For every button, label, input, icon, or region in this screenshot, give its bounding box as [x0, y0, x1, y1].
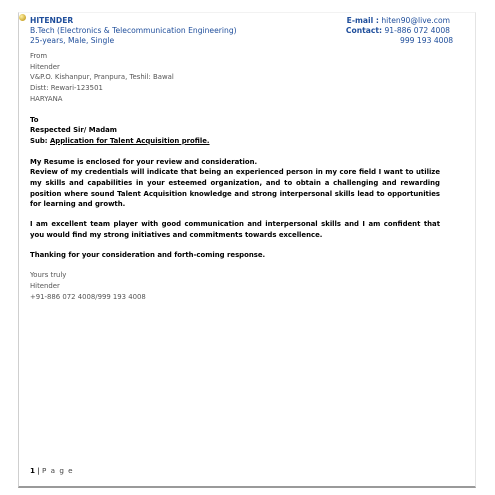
- page-separator: |: [37, 466, 40, 475]
- header-left: [30, 16, 237, 46]
- signer-phone: +91-886 072 4008/999 193 4008: [30, 292, 146, 301]
- header-right: [345, 16, 454, 46]
- phone-primary: 91-886 072 4008: [384, 26, 450, 35]
- subject-text: Application for Talent Acquisition profile.: [49, 136, 210, 145]
- from-label: From: [30, 52, 48, 60]
- applicant-name: HITENDER: [30, 16, 74, 25]
- sign-off: Yours truly: [30, 271, 67, 280]
- body-paragraph-2: Review of my credentials will indicate that being an experienced person in my core field I want to utilize my skills and capabilities in your esteemed organization, and to obtain a challenging and rewarding position where sound Talent Acquisition knowledge and strong interpersonal skills lead to opportunities for learning and growth.: [30, 168, 440, 209]
- from-block: [30, 51, 440, 105]
- applicant-degree: B.Tech (Electronics & Telecommunication Engineering): [30, 26, 237, 35]
- to-label: To: [30, 115, 39, 124]
- body-paragraph-3: I am excellent team player with good communication and interpersonal skills and I am confident that you would find my strong initiatives and commitments towards excellence.: [30, 220, 440, 239]
- letter-body: [30, 157, 440, 261]
- body-paragraph-4: Thanking for your consideration and forth-coming response.: [30, 250, 266, 259]
- subject-label: Sub:: [30, 136, 48, 145]
- email-label: E-mail :: [346, 16, 379, 25]
- signer-name: Hitender: [30, 281, 60, 290]
- from-line: Hitender: [30, 62, 60, 71]
- bullet-icon: [19, 14, 26, 21]
- resume-header: [30, 16, 454, 46]
- contact-label: Contact:: [345, 26, 383, 35]
- subject-line: [30, 136, 440, 147]
- to-block: [30, 115, 440, 147]
- page-number: 1: [30, 466, 36, 475]
- page-footer: [30, 466, 74, 475]
- email-row: [346, 16, 450, 26]
- applicant-personal: 25-years, Male, Single: [30, 36, 115, 45]
- contact-row-2: [346, 36, 454, 46]
- salutation: Respected Sir/ Madam: [30, 126, 117, 135]
- letter-content: [30, 51, 440, 302]
- contact-row: [346, 26, 450, 36]
- email-value[interactable]: hiten90@live.com: [381, 16, 450, 25]
- phone-secondary: 999 193 4008: [400, 36, 454, 45]
- from-line: Distt: Rewari-123501: [30, 84, 103, 93]
- body-paragraph-1: My Resume is enclosed for your review and consideration.: [30, 157, 258, 166]
- from-line: V&P.O. Kishanpur, Pranpura, Teshil: Bawal: [30, 73, 174, 82]
- closing-block: [30, 270, 440, 302]
- page-label: P a g e: [42, 466, 74, 475]
- from-line: HARYANA: [30, 94, 63, 103]
